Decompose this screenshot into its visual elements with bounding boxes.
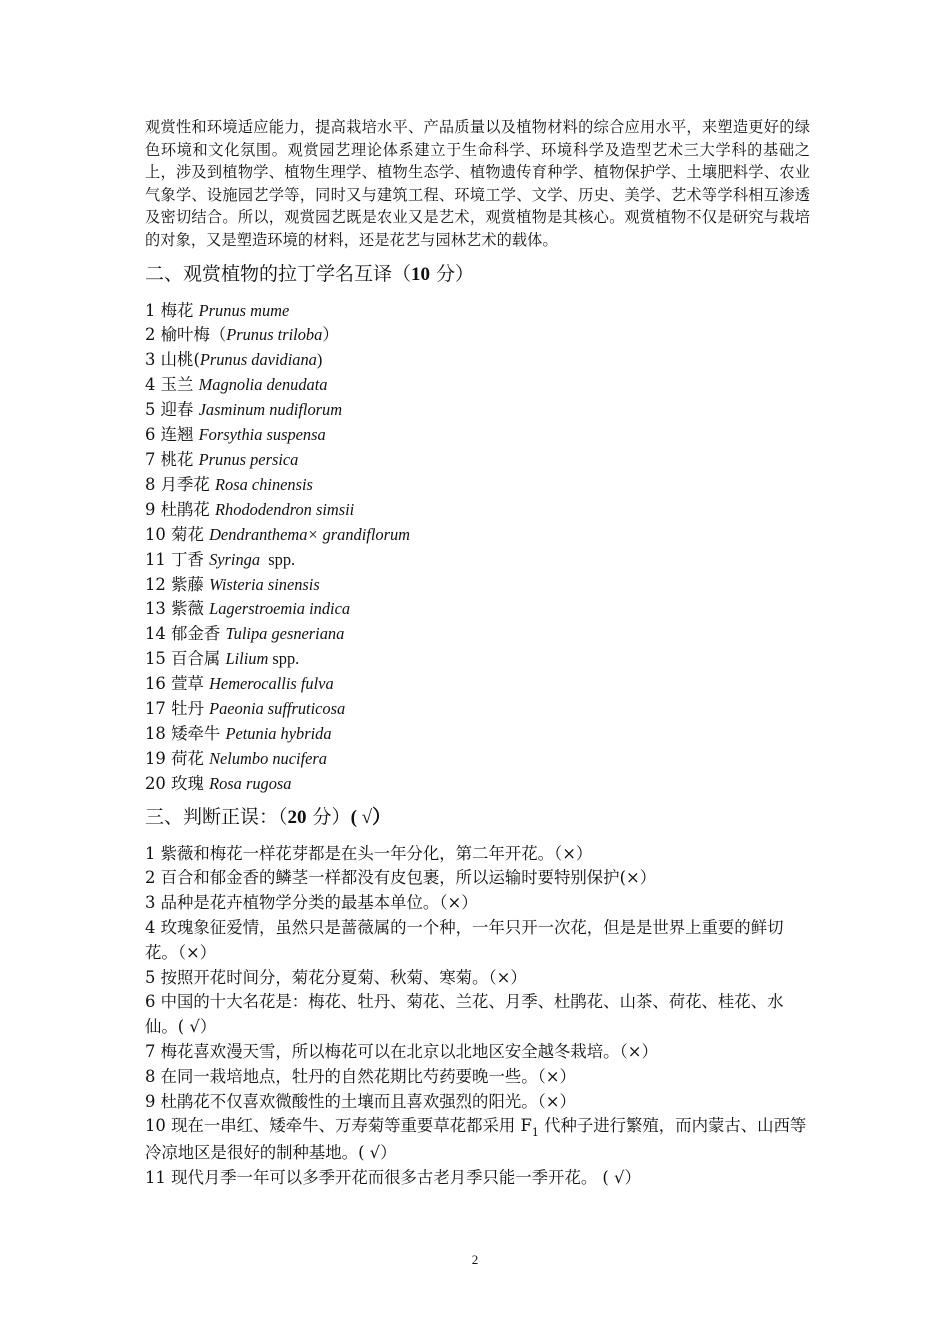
- true-false-list: [145, 842, 810, 1115]
- latin-name-item: 10 菊花 Dendranthema× grandiflorum: [145, 524, 410, 544]
- tf-item-10: 10 现在一串红、矮牵牛、万寿菊等重要草花都采用 $F_1$ 代种子进行繁殖，而内蒙古、山西等冷凉地区是很好的制种基地。( √）: [145, 1116, 807, 1163]
- tf-item: 9 杜鹃花不仅喜欢微酸性的土壤而且喜欢强烈的阳光。（×）: [145, 1091, 576, 1111]
- latin-name: Rhododendron simsii: [215, 499, 355, 519]
- section-2-heading: 二、观赏植物的拉丁学名互译（10 分）: [145, 262, 475, 285]
- tf-item: 2 百合和郁金香的鳞茎一样都没有皮包裹，所以运输时要特别保护(×）: [145, 868, 657, 888]
- latin-name-item: 6 连翘 Forsythia suspensa: [145, 425, 326, 445]
- latin-name-item: 13 紫薇 Lagerstroemia indica: [145, 599, 351, 619]
- document-page: [145, 116, 810, 1191]
- latin-name-item: 16 萱草 Hemerocallis fulva: [145, 674, 334, 694]
- tf-item: 7 梅花喜欢漫天雪，所以梅花可以在北京以北地区安全越冬栽培。（×）: [145, 1042, 658, 1062]
- latin-name: Magnolia denudata: [198, 375, 328, 395]
- latin-name: Dendranthema× grandiflorum: [209, 524, 410, 544]
- latin-name: Lilium: [225, 649, 269, 669]
- latin-name-item: 5 迎春 Jasminum nudiflorum: [145, 400, 343, 420]
- latin-name-item: 4 玉兰 Magnolia denudata: [145, 375, 328, 395]
- tf-item: 4 玫瑰象征爱情，虽然只是蔷薇属的一个种，一年只开一次花，但是是世界上重要的鲜切花。（×）: [145, 918, 784, 962]
- latin-name: Lagerstroemia indica: [209, 599, 351, 619]
- latin-name: Prunus mume: [198, 300, 290, 320]
- tf-item: 6 中国的十大名花是：梅花、牡丹、菊花、兰花、月季、杜鹃花、山茶、荷花、桂花、水仙。( √）: [145, 992, 784, 1037]
- tf-item-11: 11 现代月季一年可以多季开花而很多古老月季只能一季开花。 ( √）: [145, 1168, 641, 1188]
- latin-name: Prunus persica: [198, 450, 299, 469]
- latin-name-item: 14 郁金香 Tulipa gesneriana: [145, 624, 345, 644]
- tf-item: 8 在同一栽培地点，牡丹的自然花期比芍药要晚一些。（×）: [145, 1066, 576, 1086]
- latin-name-item: 1 梅花 Prunus mume: [145, 300, 290, 320]
- latin-name: Prunus davidiana: [199, 350, 317, 370]
- latin-name-item: 3 山桃(Prunus davidiana): [145, 350, 323, 370]
- latin-name: Syringa: [209, 549, 261, 569]
- latin-name: Rosa chinensis: [215, 474, 313, 494]
- tf-item: 5 按照开花时间分，菊花分夏菊、秋菊、寒菊。（×）: [145, 967, 527, 987]
- latin-name-item: 2 榆叶梅（Prunus triloba）: [145, 325, 339, 345]
- latin-name-list: [145, 299, 810, 797]
- latin-name-item: 7 桃花 Prunus persica: [145, 450, 299, 469]
- section-3-heading: 三、判断正误：（20 分）( √）: [145, 805, 392, 828]
- latin-name-item: 15 百合属 Lilium spp.: [145, 649, 300, 669]
- latin-name-item: 17 牡丹 Paeonia suffruticosa: [145, 699, 346, 719]
- intro-paragraph: 观赏性和环境适应能力，提高栽培水平、产品质量以及植物材料的综合应用水平，来塑造更好的绿色环境和文化氛围。观赏园艺理论体系建立于生命科学、环境科学及造型艺术三大学科的基础之上，涉及到植物学、植物生理学、植物生态学、植物遗传育种学、植物保护学、土壤肥料学、农业气象学、设施园艺学等，同时又与建筑工程、环境工学、文学、历史、美学、艺术等学科相互渗透及密切结合。所以，观赏园艺既是农业又是艺术，观赏植物是其核心。观赏植物不仅是研究与栽培的对象，又是塑造环境的材料，还是花艺与园林艺术的载体。: [145, 118, 810, 249]
- latin-name: Hemerocallis fulva: [209, 674, 334, 694]
- latin-name-item: 20 玫瑰 Rosa rugosa: [145, 773, 292, 793]
- latin-name-item: 9 杜鹃花 Rhododendron simsii: [145, 499, 355, 519]
- latin-name-item: 12 紫藤 Wisteria sinensis: [145, 574, 320, 594]
- latin-name: Forsythia suspensa: [198, 425, 326, 445]
- latin-name-item: 19 荷花 Nelumbo nucifera: [145, 748, 327, 768]
- latin-name: Paeonia suffruticosa: [209, 699, 346, 719]
- latin-name: Petunia hybrida: [225, 723, 332, 743]
- latin-name: Tulipa gesneriana: [225, 624, 345, 644]
- latin-name-item: 18 矮牵牛 Petunia hybrida: [145, 723, 332, 743]
- page-number: 2: [471, 1252, 479, 1267]
- latin-name: Rosa rugosa: [209, 773, 292, 793]
- latin-name: Jasminum nudiflorum: [198, 400, 343, 420]
- latin-name: Prunus triloba: [226, 325, 323, 345]
- latin-name: Nelumbo nucifera: [209, 748, 327, 768]
- latin-name-item: 11 丁香 Syringa spp.: [145, 549, 296, 569]
- latin-name: Wisteria sinensis: [209, 574, 320, 594]
- latin-name-item: 8 月季花 Rosa chinensis: [145, 474, 313, 494]
- tf-item: 1 紫薇和梅花一样花芽都是在头一年分化，第二年开花。（×）: [145, 843, 593, 863]
- tf-item: 3 品种是花卉植物学分类的最基本单位。（×）: [145, 893, 478, 913]
